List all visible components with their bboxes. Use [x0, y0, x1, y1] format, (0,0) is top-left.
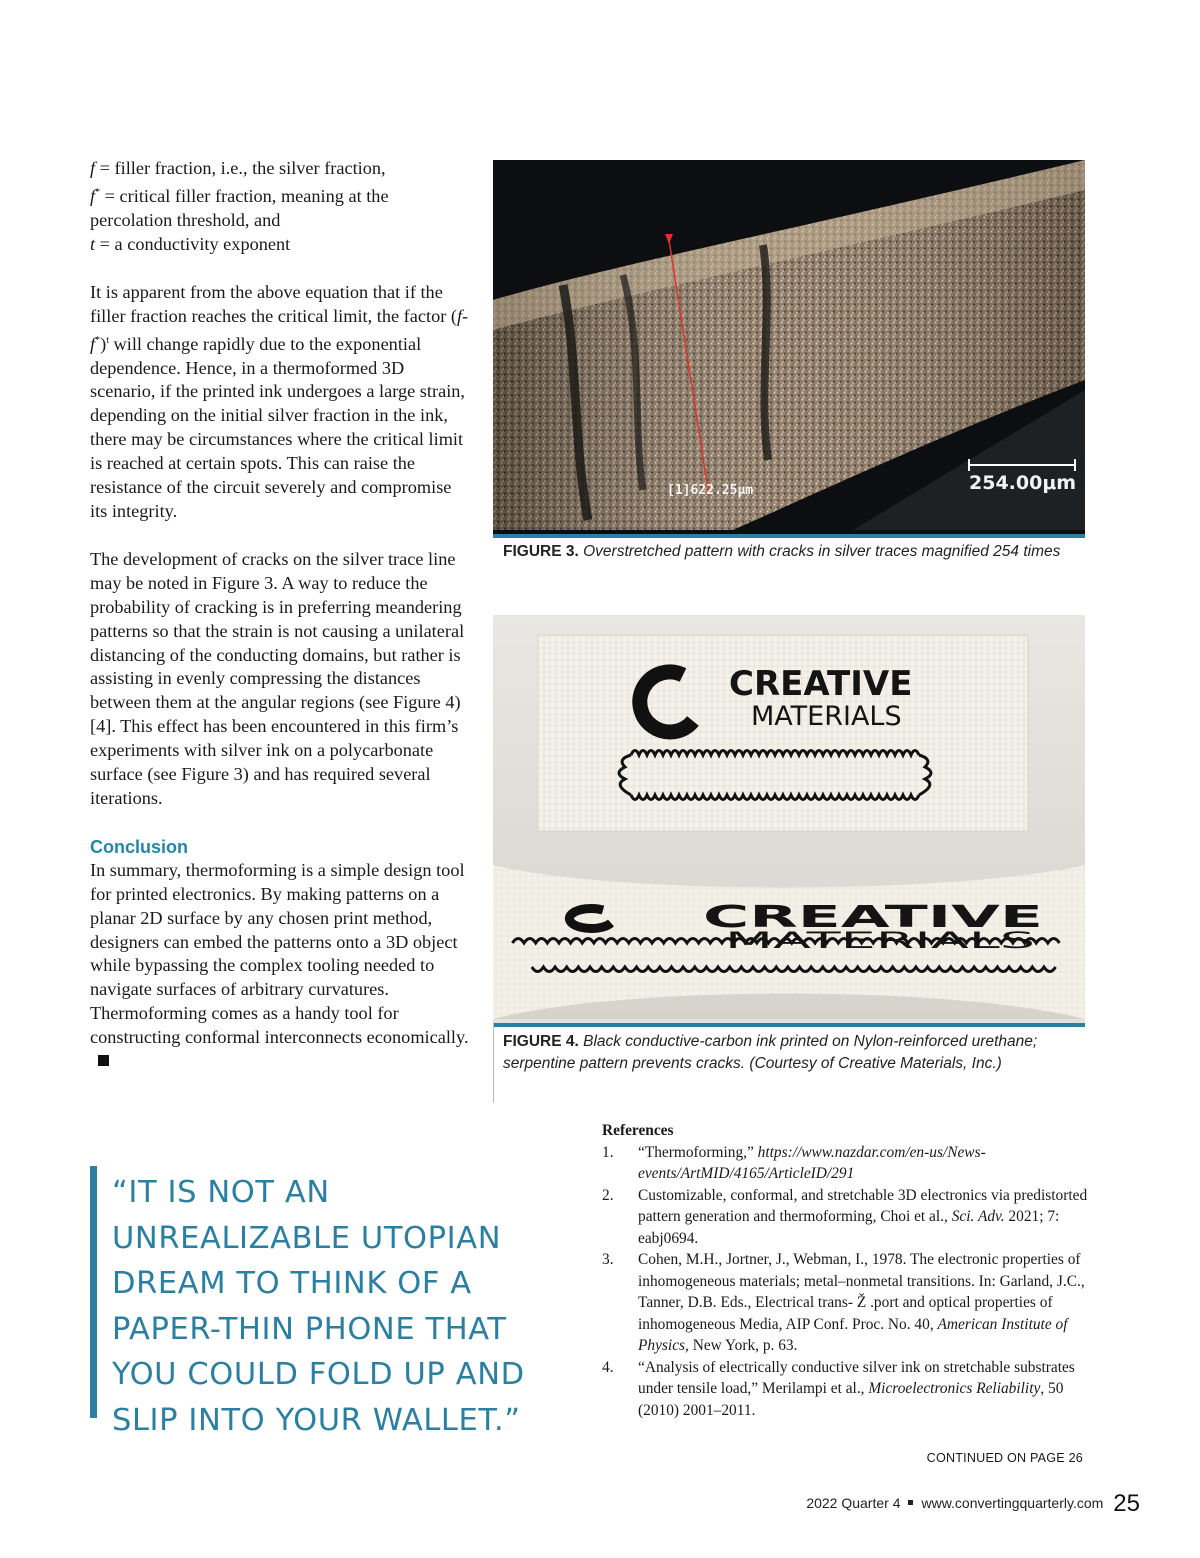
- scale-label: 254.00μm: [969, 472, 1077, 494]
- definition-t: t = a conductivity exponent: [90, 233, 291, 254]
- references-section: [602, 1120, 1092, 1421]
- conclusion-heading: Conclusion: [90, 836, 188, 857]
- figure-4-photo: [493, 615, 1085, 1027]
- reference-item: [602, 1142, 1092, 1185]
- reference-item: [602, 1249, 1092, 1357]
- svg-text:MATERIALS: MATERIALS: [751, 701, 902, 732]
- paragraph-critical-limit: It is apparent from the above equation that if the filler fraction reaches the critical limit, the factor $(f-f^*)^t$ will change rapidly due to the exponential dependence. Hence, in a thermoformed 3D scenario, if the printed ink undergoes a large strain, depending on the initial silver fraction in the ink, there may be circumstances where the critical limit is reached at certain spots. This can raise the resistance of the circuit severely and compromise its integrity.: [90, 281, 469, 521]
- reference-number: 3.: [602, 1251, 614, 1268]
- definition-f: f = filler fraction, i.e., the silver fraction,: [90, 158, 386, 178]
- reference-number: 2.: [602, 1186, 614, 1204]
- reference-text: Customizable, conformal, and stretchable 3D electronics via predistorted pattern generation and thermoforming, Choi et al.,: [638, 1186, 1088, 1225]
- reference-item: [602, 1185, 1092, 1250]
- reference-text: Microelectronics Reliability: [868, 1380, 1041, 1397]
- paragraph-conclusion: In summary, thermoforming is a simple design tool for printed electronics. By making patterns on a planar 2D surface by any chosen print method, designers can embed the patterns onto a 3D object while bypassing the complex tooling needed to navigate surfaces of arbitrary curvatures. Thermoforming comes as a handy tool for constructing conformal interconnects economically.: [90, 859, 470, 1074]
- end-of-article-mark: [98, 1055, 109, 1066]
- reference-text: American Institute of Physics,: [638, 1315, 1068, 1354]
- main-article-column: [90, 157, 470, 1074]
- page-number: 25: [1113, 1490, 1140, 1517]
- reference-text: 2021; 7: eabj0694.: [638, 1208, 1060, 1247]
- figure-3-caption: FIGURE 3. Overstretched pattern with cracks in silver traces magnified 254 times: [503, 543, 1061, 560]
- issue-label: 2022 Quarter 4: [806, 1495, 901, 1511]
- reference-text: https://www.nazdar.com/en-us/News-events/ArtMID/4165/ArticleID/291: [638, 1143, 986, 1182]
- paragraph-cracks: The development of cracks on the silver trace line may be noted in Figure 3. A way to reduce the probability of cracking is in preferring meandering patterns so that the strain is not causing a unilateral distancing of the conducting domains, but rather is assisting in evenly compressing the distances between them at the angular regions (see Figure 4) [4]. This effect has been encountered in this firm’s experiments with silver ink on a polycarbonate surface (see Figure 3) and has required several iterations.: [90, 548, 465, 808]
- svg-text:MATERIALS: MATERIALS: [725, 929, 1035, 954]
- printed-label-photo: [493, 615, 1085, 1019]
- definition-f-star: f* = critical filler fraction, meaning at the percolation threshold, and: [90, 186, 389, 230]
- reference-number: 4.: [602, 1358, 614, 1376]
- pull-quote: [90, 1166, 567, 1438]
- reference-text: , 50 (2010) 2001–2011.: [638, 1380, 1064, 1419]
- references-list: [602, 1142, 1092, 1422]
- reference-text: “Thermoforming,”: [638, 1143, 758, 1161]
- website-link[interactable]: www.convertingquarterly.com: [921, 1495, 1104, 1511]
- figure-3-micrograph: [493, 160, 1085, 538]
- reference-number: 1.: [602, 1143, 614, 1161]
- reference-text: Cohen, M.H., Jortner, J., Webman, I., 1978. The electronic properties of inhomogeneous materials; metal–nonmetal transitions. In: Garland, J.C., Tanner, D.B. Eds., Electrical trans- Ž .port and optical properties of inhomogeneous Media, AIP Conf. Proc. No. 40,: [638, 1251, 1085, 1333]
- reference-item: [602, 1357, 1092, 1422]
- reference-text: “Analysis of electrically conductive silver ink on stretchable substrates under tensile load,” Merilampi et al.,: [638, 1358, 1075, 1397]
- page-footer: [700, 1490, 1140, 1518]
- figure-4-caption: FIGURE 4. Black conductive-carbon ink printed on Nylon-reinforced urethane; serpentine pattern prevents cracks. (Courtesy of Creative Materials, Inc.): [503, 1033, 1038, 1072]
- separator-dot: [908, 1500, 913, 1505]
- silver-trace-micrograph: [493, 160, 1085, 530]
- svg-text:CREATIVE: CREATIVE: [703, 900, 1043, 935]
- variable-definitions: [90, 157, 470, 257]
- measurement-label: [1]622.25μm: [667, 483, 754, 498]
- pull-quote-text: “IT IS NOT AN UNREALIZABLE UTOPIAN DREAM TO THINK OF A PAPER-THIN PHONE THAT YOU COULD FOLD UP AND SLIP INTO YOUR WALLET.”: [112, 1175, 525, 1438]
- figure-4-side-rule: [493, 1023, 494, 1103]
- reference-text: New York, p. 63.: [688, 1337, 798, 1354]
- reference-text: Sci. Adv.: [951, 1208, 1005, 1225]
- svg-text:CREATIVE: CREATIVE: [729, 664, 913, 704]
- references-title: References: [602, 1122, 674, 1139]
- continued-notice: CONTINUED ON PAGE 26: [926, 1451, 1083, 1465]
